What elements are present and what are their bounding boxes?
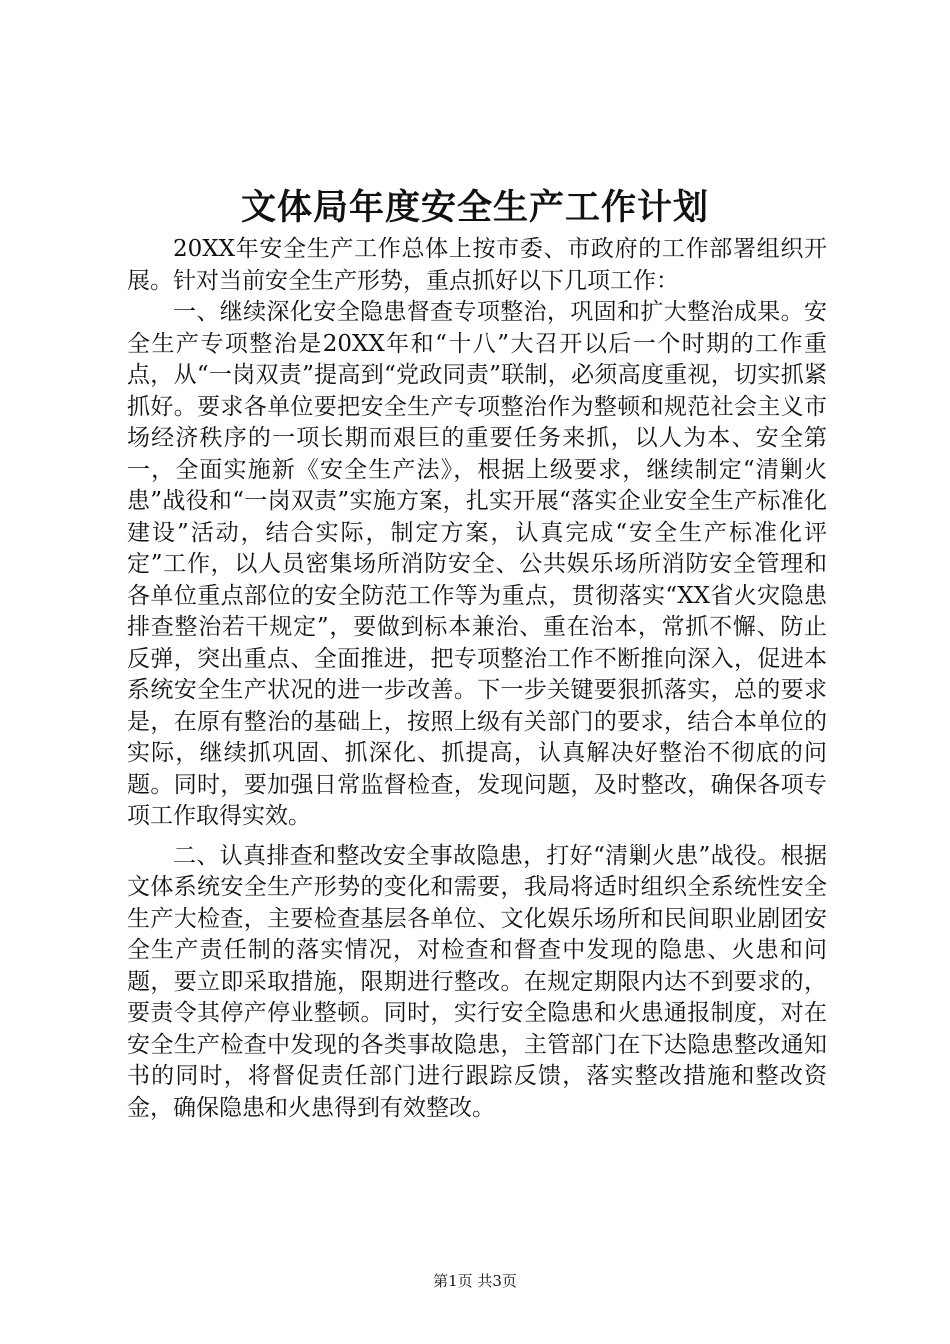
document-body [127, 234, 827, 1124]
section-one-paragraph: 一、继续深化安全隐患督查专项整治，巩固和扩大整治成果。安全生产专项整治是20XX年和“十八”大召开以后一个时期的工作重点，从“一岗双责”提高到“党政同责”联制，必须高度重视，切实抓紧抓好。要求各单位要把安全生产专项整治作为整顿和规范社会主义市场经济秩序的一项长期而艰巨的重要任务来抓，以人为本、安全第一，全面实施新《安全生产法》，根据上级要求，继续制定“清剿火患”战役和“一岗双责”实施方案，扎实开展“落实企业安全生产标准化建设”活动，结合实际，制定方案，认真完成“安全生产标准化评定”工作，以人员密集场所消防安全、公共娱乐场所消防安全管理和各单位重点部位的安全防范工作等为重点，贯彻落实“XX省火灾隐患排查整治若干规定”，要做到标本兼治、重在治本，常抓不懈、防止反弹，突出重点、全面推进，把专项整治工作不断推向深入，促进本系统安全生产状况的进一步改善。下一步关键要狠抓落实，总的要求是，在原有整治的基础上，按照上级有关部门的要求，结合本单位的实际，继续抓巩固、抓深化、抓提高，认真解决好整治不彻底的问题。同时，要加强日常监督检查，发现问题，及时整改，确保各项专项工作取得实效。 [127, 299, 827, 829]
section-two-paragraph: 二、认真排查和整改安全事故隐患，打好“清剿火患”战役。根据文体系统安全生产形势的变化和需要，我局将适时组织全系统性安全生产大检查，主要检查基层各单位、文化娱乐场所和民间职业剧团安全生产责任制的落实情况，对检查和督查中发现的隐患、火患和问题，要立即采取措施，限期进行整改。在规定期限内达不到要求的，要责令其停产停业整顿。同时，实行安全隐患和火患通报制度，对在安全生产检查中发现的各类事故隐患，主管部门在下达隐患整改通知书的同时，将督促责任部门进行跟踪反馈，落实整改措施和整改资金，确保隐患和火患得到有效整改。 [127, 842, 827, 1121]
page-number-footer: 第1页 共3页 [433, 1272, 517, 1290]
intro-paragraph: 20XX年安全生产工作总体上按市委、市政府的工作部署组织开展。针对当前安全生产形势，重点抓好以下几项工作： [127, 236, 827, 294]
document-title: 文体局年度安全生产工作计划 [240, 187, 709, 228]
